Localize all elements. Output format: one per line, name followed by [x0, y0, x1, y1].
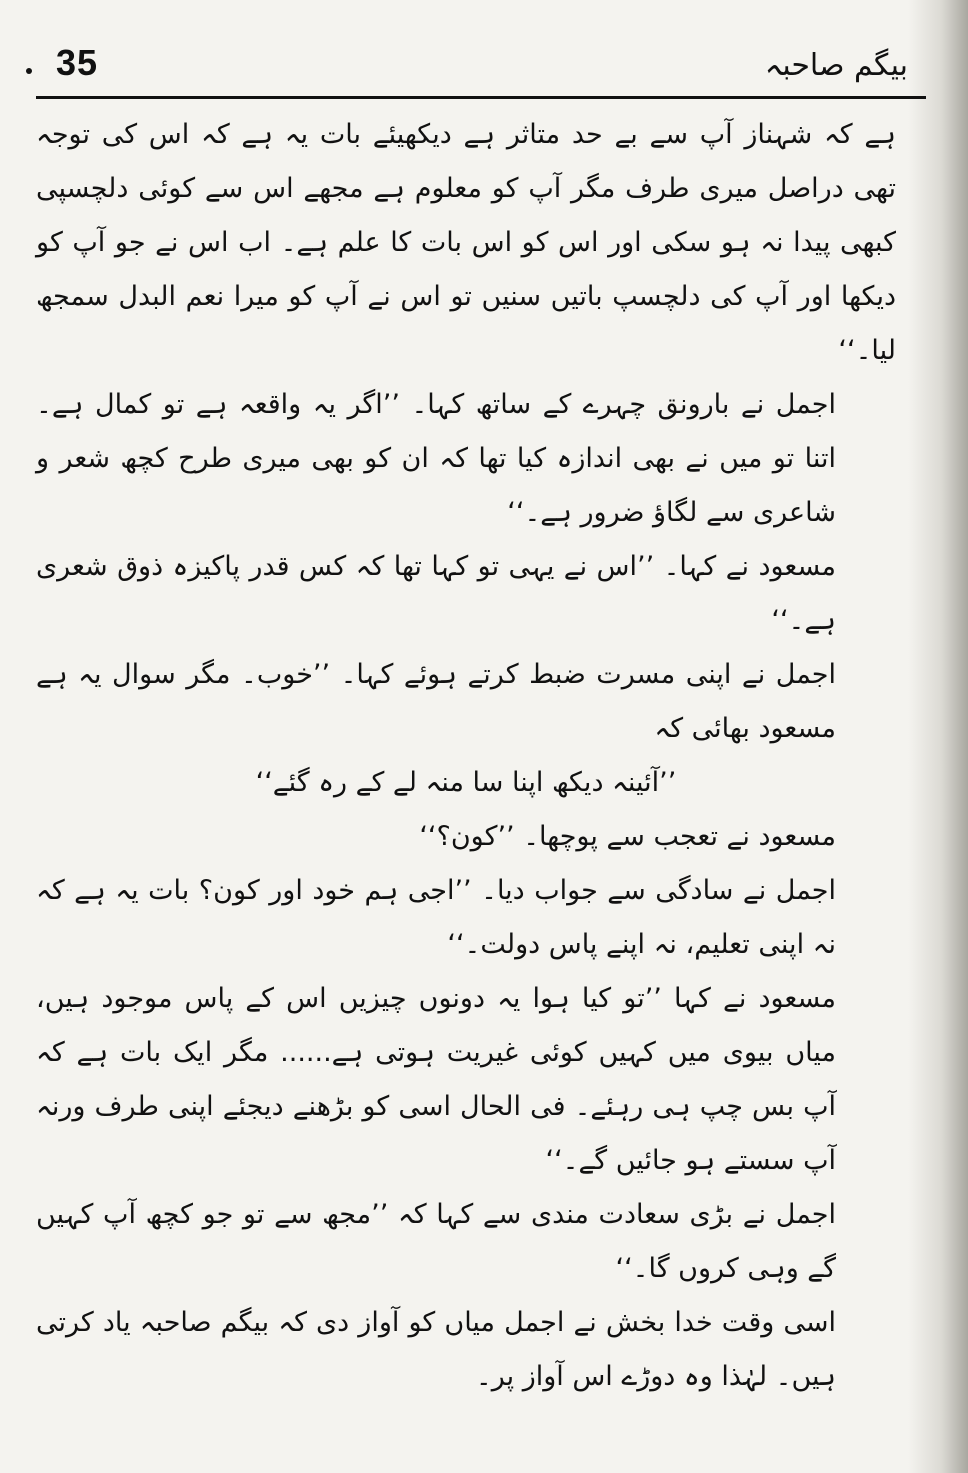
paragraph-4: اجمل نے اپنی مسرت ضبط کرتے ہوئے کہا۔ ’’خوب۔ مگر سوال یہ ہے مسعود بھائی کہ: [36, 659, 836, 744]
verse-line: ’’آئینہ دیکھ اپنا سا منہ لے کے رہ گئے‘‘: [255, 767, 677, 798]
header-rule: [36, 96, 926, 99]
paragraph-7: مسعود نے کہا ’’تو کیا ہوا یہ دونوں چیزیں اس کے پاس موجود ہیں، میاں بیوی میں کہیں کوئی غیریت ہوتی ہے...... مگر ایک بات ہے کہ آپ بس چپ ہی رہئے۔ فی الحال اسی کو بڑھنے دیجئے اپنی طرف ورنہ آپ سستے ہو جائیں گے۔‘‘: [36, 983, 836, 1176]
running-title: بیگم صاحبہ: [764, 48, 908, 83]
paragraph-8: اجمل نے بڑی سعادت مندی سے کہا کہ ’’مجھ سے تو جو کچھ آپ کہیں گے وہی کروں گا۔‘‘: [36, 1199, 836, 1284]
paragraph-6: اجمل نے سادگی سے جواب دیا۔ ’’اجی ہم خود اور کون؟ بات یہ ہے کہ نہ اپنی تعلیم، نہ اپنے پاس دولت۔‘‘: [36, 875, 836, 960]
paragraph-5: مسعود نے تعجب سے پوچھا۔ ’’کون؟‘‘: [419, 821, 836, 852]
scan-shadow-edge: [908, 0, 968, 1473]
paragraph-1: ہے کہ شہناز آپ سے بے حد متاثر ہے دیکھیئے بات یہ ہے کہ اس کی توجہ تھی دراصل میری طرف مگر آپ کو معلوم ہے مجھے اس سے کوئی دلچسپی کبھی پیدا نہ ہو سکی اور اس کو اس بات کا علم ہے۔ اب اس نے جو آپ کو دیکھا اور آپ کی دلچسپ باتیں سنیں تو اس نے آپ کو میرا نعم البدل سمجھ لیا۔‘‘: [36, 119, 896, 366]
page-number: 35: [56, 42, 99, 83]
page-header: [0, 0, 968, 110]
paragraph-9: اسی وقت خدا بخش نے اجمل میاں کو آواز دی کہ بیگم صاحبہ یاد کرتی ہیں۔ لہٰذا وہ دوڑے اس آواز پر۔: [36, 1307, 836, 1392]
ink-dot: [26, 68, 32, 74]
paragraph-3: مسعود نے کہا۔ ’’اس نے یہی تو کہا تھا کہ کس قدر پاکیزہ ذوق شعری ہے۔‘‘: [36, 551, 836, 636]
paragraph-2: اجمل نے بارونق چہرے کے ساتھ کہا۔ ’’اگر یہ واقعہ ہے تو کمال ہے۔ اتنا تو میں نے بھی اندازہ کیا تھا کہ ان کو بھی میری طرح کچھ شعر و شاعری سے لگاؤ ضرور ہے۔‘‘: [36, 389, 836, 528]
page-body: [36, 108, 896, 1468]
